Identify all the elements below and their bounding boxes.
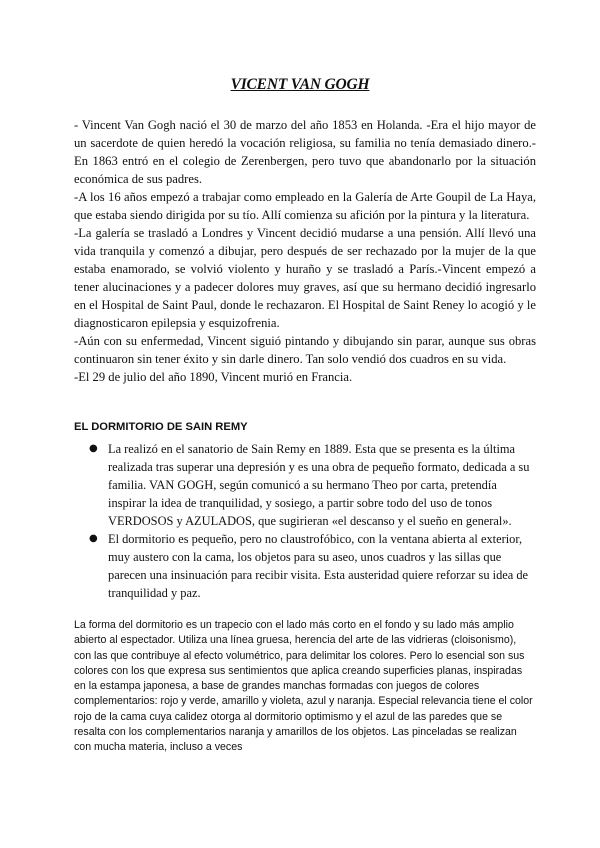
biography-paragraph: -Aún con su enfermedad, Vincent siguió pintando y dibujando sin parar, aunque sus obras continuaron sin tener éxito y sin darle dinero. Tan solo vendió dos cuadros en su vida. xyxy=(74,334,536,366)
document-title: VICENT VAN GOGH xyxy=(230,76,370,93)
bullet-list xyxy=(88,440,536,602)
bullet-icon: ● xyxy=(89,443,98,454)
list-item xyxy=(88,530,536,602)
bullet-icon: ● xyxy=(89,533,98,544)
list-item-text: El dormitorio es pequeño, pero no claustrofóbico, con la ventana abierta al exterior, muy austero con la cama, los objetos para su aseo, unos cuadros y las sillas que parecen una insinuación para recibir visita. Esta austeridad quiere reforzar su idea de tranquilidad y paz. xyxy=(108,532,529,600)
biography-paragraph: -La galería se trasladó a Londres y Vincent decidió mudarse a una pensión. Allí llevó una vida tranquila y comenzó a dibujar, pero después de ser rechazado por la mujer de la que estaba enamorado, se volvió violento y huraño y se trasladó a París.-Vincent empezó a tener alucinaciones y a padecer dolores muy graves, así que su hermano decidió ingresarlo en el Hospital de Saint Paul, donde le rechazaron. El Hospital de Saint Reney lo acogió y le diagnosticaron epilepsia y esquizofrenia. xyxy=(74,226,536,330)
list-item xyxy=(88,440,536,530)
biography-paragraph: - Vincent Van Gogh nació el 30 de marzo del año 1853 en Holanda. -Era el hijo mayor de un sacerdote de quien heredó la vocación religiosa, su familia no tenía demasiado dinero.-En 1863 entró en el colegio de Zerenbergen, pero tuvo que abandonarlo por la situación económica de sus padres. xyxy=(74,118,536,186)
list-item-text: La realizó en el sanatorio de Sain Remy en 1889. Esta que se presenta es la última realizada tras superar una depresión y es una obra de pequeño formato, dedicada a su familia. VAN GOGH, según comunicó a su hermano Theo por carta, pretendía inspirar la idea de tranquilidad, y sosiego, a partir sobre todo del uso de tonos VERDOSOS y AZULADOS, que sugirieran «el descanso y el sueño en general». xyxy=(108,442,530,528)
analysis-paragraph: La forma del dormitorio es un trapecio con el lado más corto en el fondo y su lado más amplio abierto al espectador. Utiliza una línea gruesa, herencia del arte de las vidrieras (cloisonismo), con las que contribuye al efecto volumétrico, para delimitar los colores. Pero lo esencial son sus colores con los que expresa sus sentimientos que aplica creando superficies planas, inspiradas en la estampa japonesa, a base de grandes manchas formadas con juegos de colores complementarios: rojo y verde, amarillo y violeta, azul y naranja. Especial relevancia tiene el color rojo de la cama cuya calidez otorga al dormitorio optimismo y el azul de las paredes que se resalta con los complementarios naranja y amarillos de los objetos. Las pinceladas se realizan con mucha materia, incluso a veces xyxy=(74,619,533,754)
biography xyxy=(74,116,536,386)
section-heading: EL DORMITORIO DE SAIN REMY xyxy=(74,421,248,433)
biography-paragraph: -El 29 de julio del año 1890, Vincent murió en Francia. xyxy=(74,370,353,384)
biography-paragraph: -A los 16 años empezó a trabajar como empleado en la Galería de Arte Goupil de La Haya, que estaba siendo dirigida por su tío. Allí comienza su afición por la pintura y la literatura. xyxy=(74,190,536,222)
